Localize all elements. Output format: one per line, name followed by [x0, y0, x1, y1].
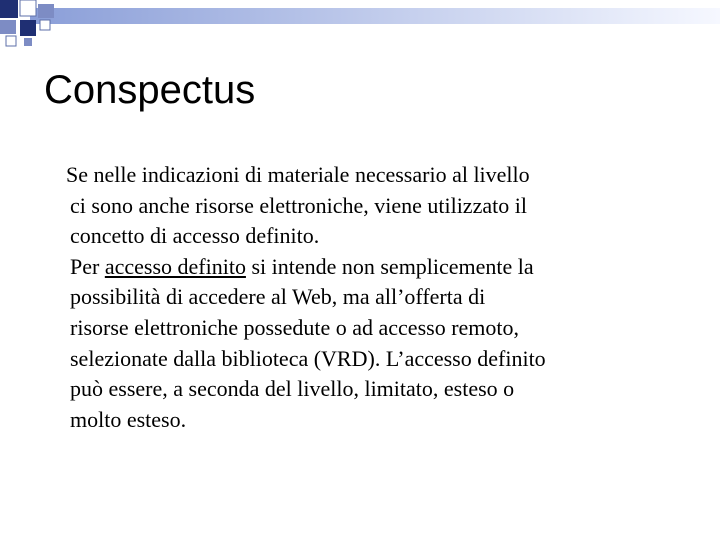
text-line: concetto di accesso definito. [70, 223, 320, 249]
text-line: risorse elettroniche possedute o ad accesso remoto, [70, 314, 520, 340]
paragraph-1 [66, 160, 710, 252]
text-line: selezionate dalla biblioteca (VRD). L’accesso definito [70, 345, 546, 371]
text-line: ci sono anche risorse elettroniche, viene utilizzato il [70, 192, 527, 218]
decoration-square-dark [20, 20, 36, 36]
text-line: molto esteso. [70, 406, 187, 432]
decoration-gradient-bar [30, 8, 720, 24]
text-line: Se nelle indicazioni di materiale necessario al livello [66, 162, 530, 187]
paragraph-2 [70, 252, 710, 436]
decoration-square-light [0, 20, 16, 34]
text-run: Per [70, 253, 105, 279]
decoration-square-outline [6, 36, 16, 46]
slide-body [66, 160, 710, 435]
decoration-square-light [38, 4, 54, 18]
decoration-square-outline [40, 20, 50, 30]
decoration-square-outline [20, 0, 36, 16]
decoration-square-dark [0, 0, 18, 18]
text-line: può essere, a seconda del livello, limitato, esteso o [70, 376, 515, 402]
decoration-square-light [24, 38, 32, 46]
text-line [70, 252, 710, 283]
underlined-term: accesso definito [104, 253, 246, 279]
header-decoration [0, 0, 720, 48]
decoration-square-cluster [0, 0, 54, 46]
text-run: si intende non semplicemente la [245, 253, 534, 279]
slide-title: Conspectus [44, 68, 256, 112]
text-line: possibilità di accedere al Web, ma all’offerta di [70, 284, 486, 310]
